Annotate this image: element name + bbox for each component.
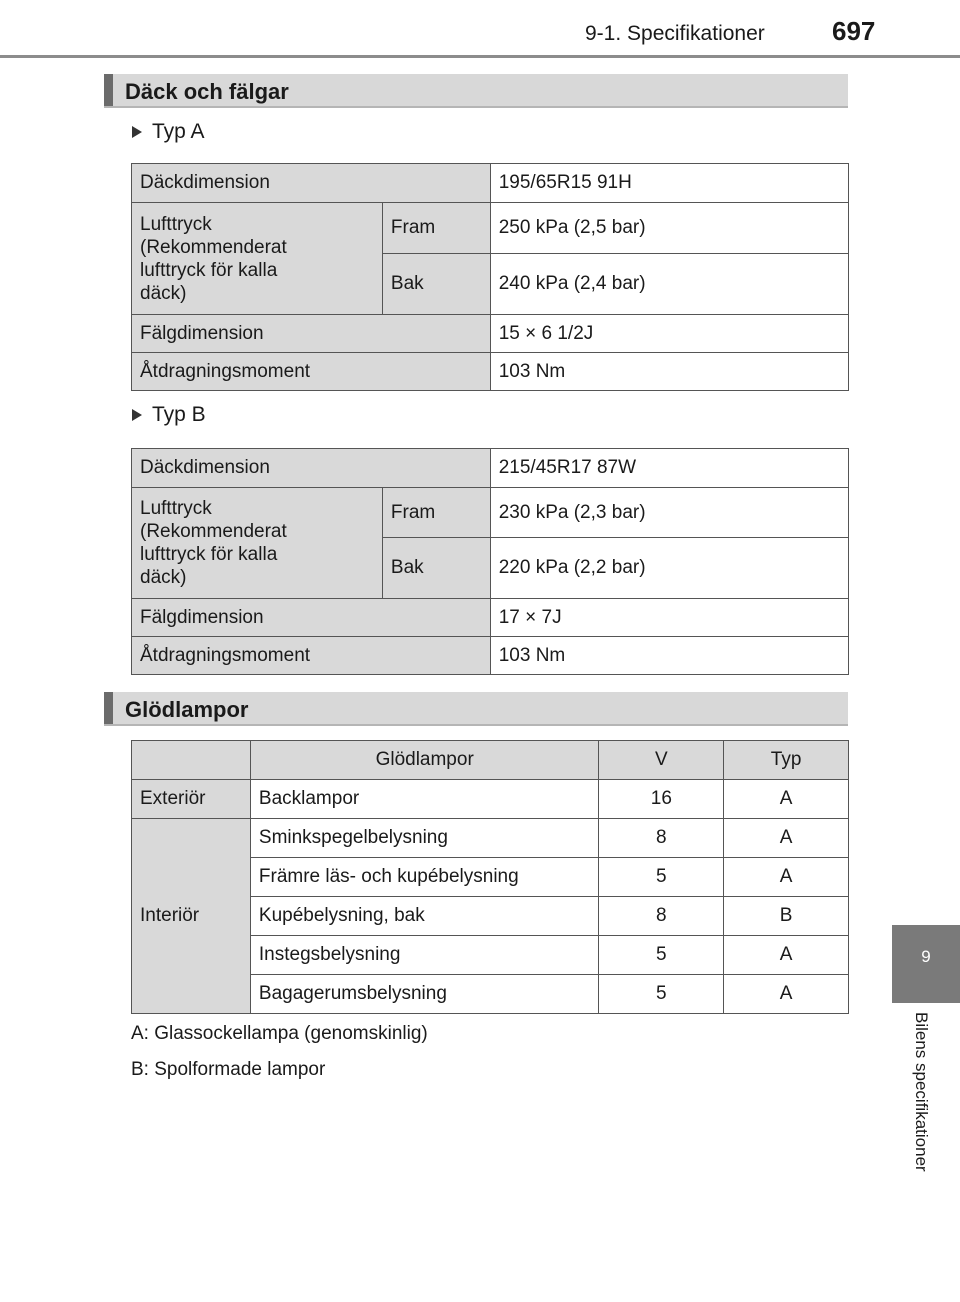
header-divider xyxy=(0,55,960,58)
group-label-interior: Interiör xyxy=(132,819,251,1014)
bulb-name: Kupébelysning, bak xyxy=(250,897,599,936)
tire-size-label: Däckdimension xyxy=(132,164,491,203)
table-header-row xyxy=(132,741,849,780)
bulb-voltage: 8 xyxy=(599,897,724,936)
torque-value: 103 Nm xyxy=(490,637,848,675)
group-label-exterior: Exteriör xyxy=(132,780,251,819)
section-heading-bulbs xyxy=(104,692,848,726)
section-heading-tires xyxy=(104,74,848,108)
bulb-voltage: 16 xyxy=(599,780,724,819)
section-marker xyxy=(104,74,113,106)
bulb-type: A xyxy=(724,780,849,819)
front-label: Fram xyxy=(382,203,490,254)
chapter-tab: 9 xyxy=(892,925,960,1003)
table-row xyxy=(132,203,849,254)
chapter-label-box xyxy=(909,1012,935,1202)
bulb-name: Främre läs- och kupébelysning xyxy=(250,858,599,897)
bulb-type: A xyxy=(724,936,849,975)
table-row xyxy=(132,164,849,203)
bulb-type: A xyxy=(724,975,849,1014)
tire-spec-table-a xyxy=(131,163,849,391)
type-a-text: Typ A xyxy=(152,120,205,143)
column-header-type: Typ xyxy=(724,741,849,780)
wheel-size-value: 17 × 7J xyxy=(490,599,848,637)
tire-size-label: Däckdimension xyxy=(132,449,491,488)
triangle-bullet-icon xyxy=(132,409,142,421)
type-a-label xyxy=(132,120,205,144)
header-empty-cell xyxy=(132,741,251,780)
section-marker xyxy=(104,692,113,724)
bulb-name: Instegsbelysning xyxy=(250,936,599,975)
rear-pressure: 240 kPa (2,4 bar) xyxy=(490,254,848,315)
rear-label: Bak xyxy=(382,254,490,315)
section-title: Däck och fälgar xyxy=(125,79,289,104)
section-title: Glödlampor xyxy=(125,697,249,722)
bulb-table xyxy=(131,740,849,1014)
type-b-label xyxy=(132,403,206,427)
bulb-voltage: 5 xyxy=(599,975,724,1014)
page-number: 697 xyxy=(832,16,876,46)
table-row xyxy=(132,599,849,637)
bulb-name: Backlampor xyxy=(250,780,599,819)
pressure-label: Lufttryck (Rekommenderat lufttryck för kalla däck) xyxy=(132,203,383,315)
pressure-label: Lufttryck (Rekommenderat lufttryck för kalla däck) xyxy=(132,488,383,599)
footnote-b: B: Spolformade lampor xyxy=(131,1059,326,1080)
tire-size-value: 215/45R17 87W xyxy=(490,449,848,488)
column-header-bulbs: Glödlampor xyxy=(250,741,599,780)
tire-spec-table-b xyxy=(131,448,849,675)
triangle-bullet-icon xyxy=(132,126,142,138)
rear-label: Bak xyxy=(382,538,490,599)
torque-value: 103 Nm xyxy=(490,353,848,391)
table-row xyxy=(132,780,849,819)
table-row xyxy=(132,637,849,675)
torque-label: Åtdragningsmoment xyxy=(132,637,491,675)
front-label: Fram xyxy=(382,488,490,538)
wheel-size-label: Fälgdimension xyxy=(132,599,491,637)
bulb-voltage: 5 xyxy=(599,858,724,897)
type-b-text: Typ B xyxy=(152,403,206,426)
front-pressure: 230 kPa (2,3 bar) xyxy=(490,488,848,538)
bulb-voltage: 5 xyxy=(599,936,724,975)
table-row xyxy=(132,353,849,391)
bulb-type: B xyxy=(724,897,849,936)
bulb-name: Sminkspegelbelysning xyxy=(250,819,599,858)
tire-size-value: 195/65R15 91H xyxy=(490,164,848,203)
header-section-title: 9-1. Specifikationer xyxy=(585,22,765,45)
bulb-type: A xyxy=(724,858,849,897)
bulb-type: A xyxy=(724,819,849,858)
front-pressure: 250 kPa (2,5 bar) xyxy=(490,203,848,254)
table-row xyxy=(132,488,849,538)
table-row xyxy=(132,449,849,488)
footnote-a: A: Glassockellampa (genomskinlig) xyxy=(131,1023,428,1044)
wheel-size-label: Fälgdimension xyxy=(132,315,491,353)
table-row xyxy=(132,819,849,858)
column-header-voltage: V xyxy=(599,741,724,780)
rear-pressure: 220 kPa (2,2 bar) xyxy=(490,538,848,599)
bulb-voltage: 8 xyxy=(599,819,724,858)
table-row xyxy=(132,315,849,353)
bulb-name: Bagagerumsbelysning xyxy=(250,975,599,1014)
torque-label: Åtdragningsmoment xyxy=(132,353,491,391)
chapter-label: Bilens specifikationer xyxy=(912,1012,931,1172)
wheel-size-value: 15 × 6 1/2J xyxy=(490,315,848,353)
